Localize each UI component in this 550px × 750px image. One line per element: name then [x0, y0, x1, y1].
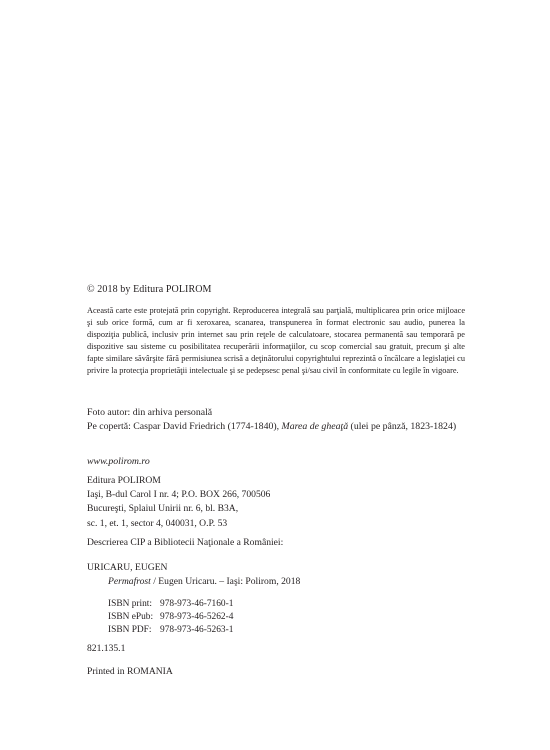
isbn-row: ISBN print: 978-973-46-7160-1	[108, 599, 234, 609]
cip-heading: Descrierea CIP a Bibliotecii Naţionale a României:	[87, 537, 284, 548]
legal-notice: Această carte este protejată prin copyright. Reproducerea integrală sau parţială, multiplicarea prin orice mijloace şi sub orice formă, cum ar fi xeroxarea, scanarea, transpunerea în format electronic sau audio, punerea la dispoziţia publică, inclusiv prin internet sau prin reţele de calculatoare, stocarea permanentă sau temporară pe dispozitive sau sisteme cu posibilitatea recuperării informaţiilor, cu scop comercial sau gratuit, precum şi alte fapte similare săvârşite fără permisiunea scrisă a deţinătorului copyrightului reprezintă o încălcare a legislaţiei cu privire la protecţia proprietăţii intelectuale şi se pedepsesc penal şi/sau civil în conformitate cu legile în vigoare.	[87, 306, 465, 376]
credits-block	[87, 406, 467, 434]
publisher-name: Editura POLIROM	[87, 475, 161, 486]
book-title: Permafrost	[108, 576, 151, 587]
cover-credit: Pe copertă: Caspar David Friedrich (1774-1840), Marea de gheaţă (ulei pe pânză, 1823-1824)	[87, 421, 457, 432]
address-line: sc. 1, et. 1, sector 4, 040031, O.P. 53	[87, 517, 228, 529]
printed-in: Printed in ROMANIA	[87, 666, 173, 677]
udc-code: 821.135.1	[87, 643, 126, 654]
isbn-row: ISBN PDF: 978-973-46-5263-1	[108, 625, 234, 636]
cip-author: URICARU, EUGEN	[87, 562, 168, 573]
cover-artwork-title: Marea de gheaţă	[281, 421, 349, 432]
cip-title-line: Permafrost / Eugen Uricaru. – Iaşi: Polirom, 2018	[108, 576, 301, 587]
publisher-address	[87, 474, 270, 531]
website-link[interactable]: www.polirom.ro	[87, 456, 150, 467]
author-photo-credit: Foto autor: din arhiva personală	[87, 407, 213, 418]
address-line: Bucureşti, Splaiul Unirii nr. 6, bl. B3A,	[87, 503, 239, 515]
isbn-list	[108, 598, 233, 638]
copyright-line: © 2018 by Editura POLIROM	[87, 284, 212, 295]
address-line: Iaşi, B-dul Carol I nr. 4; P.O. BOX 266, 700506	[87, 489, 271, 501]
isbn-row: ISBN ePub: 978-973-46-5262-4	[108, 612, 234, 623]
